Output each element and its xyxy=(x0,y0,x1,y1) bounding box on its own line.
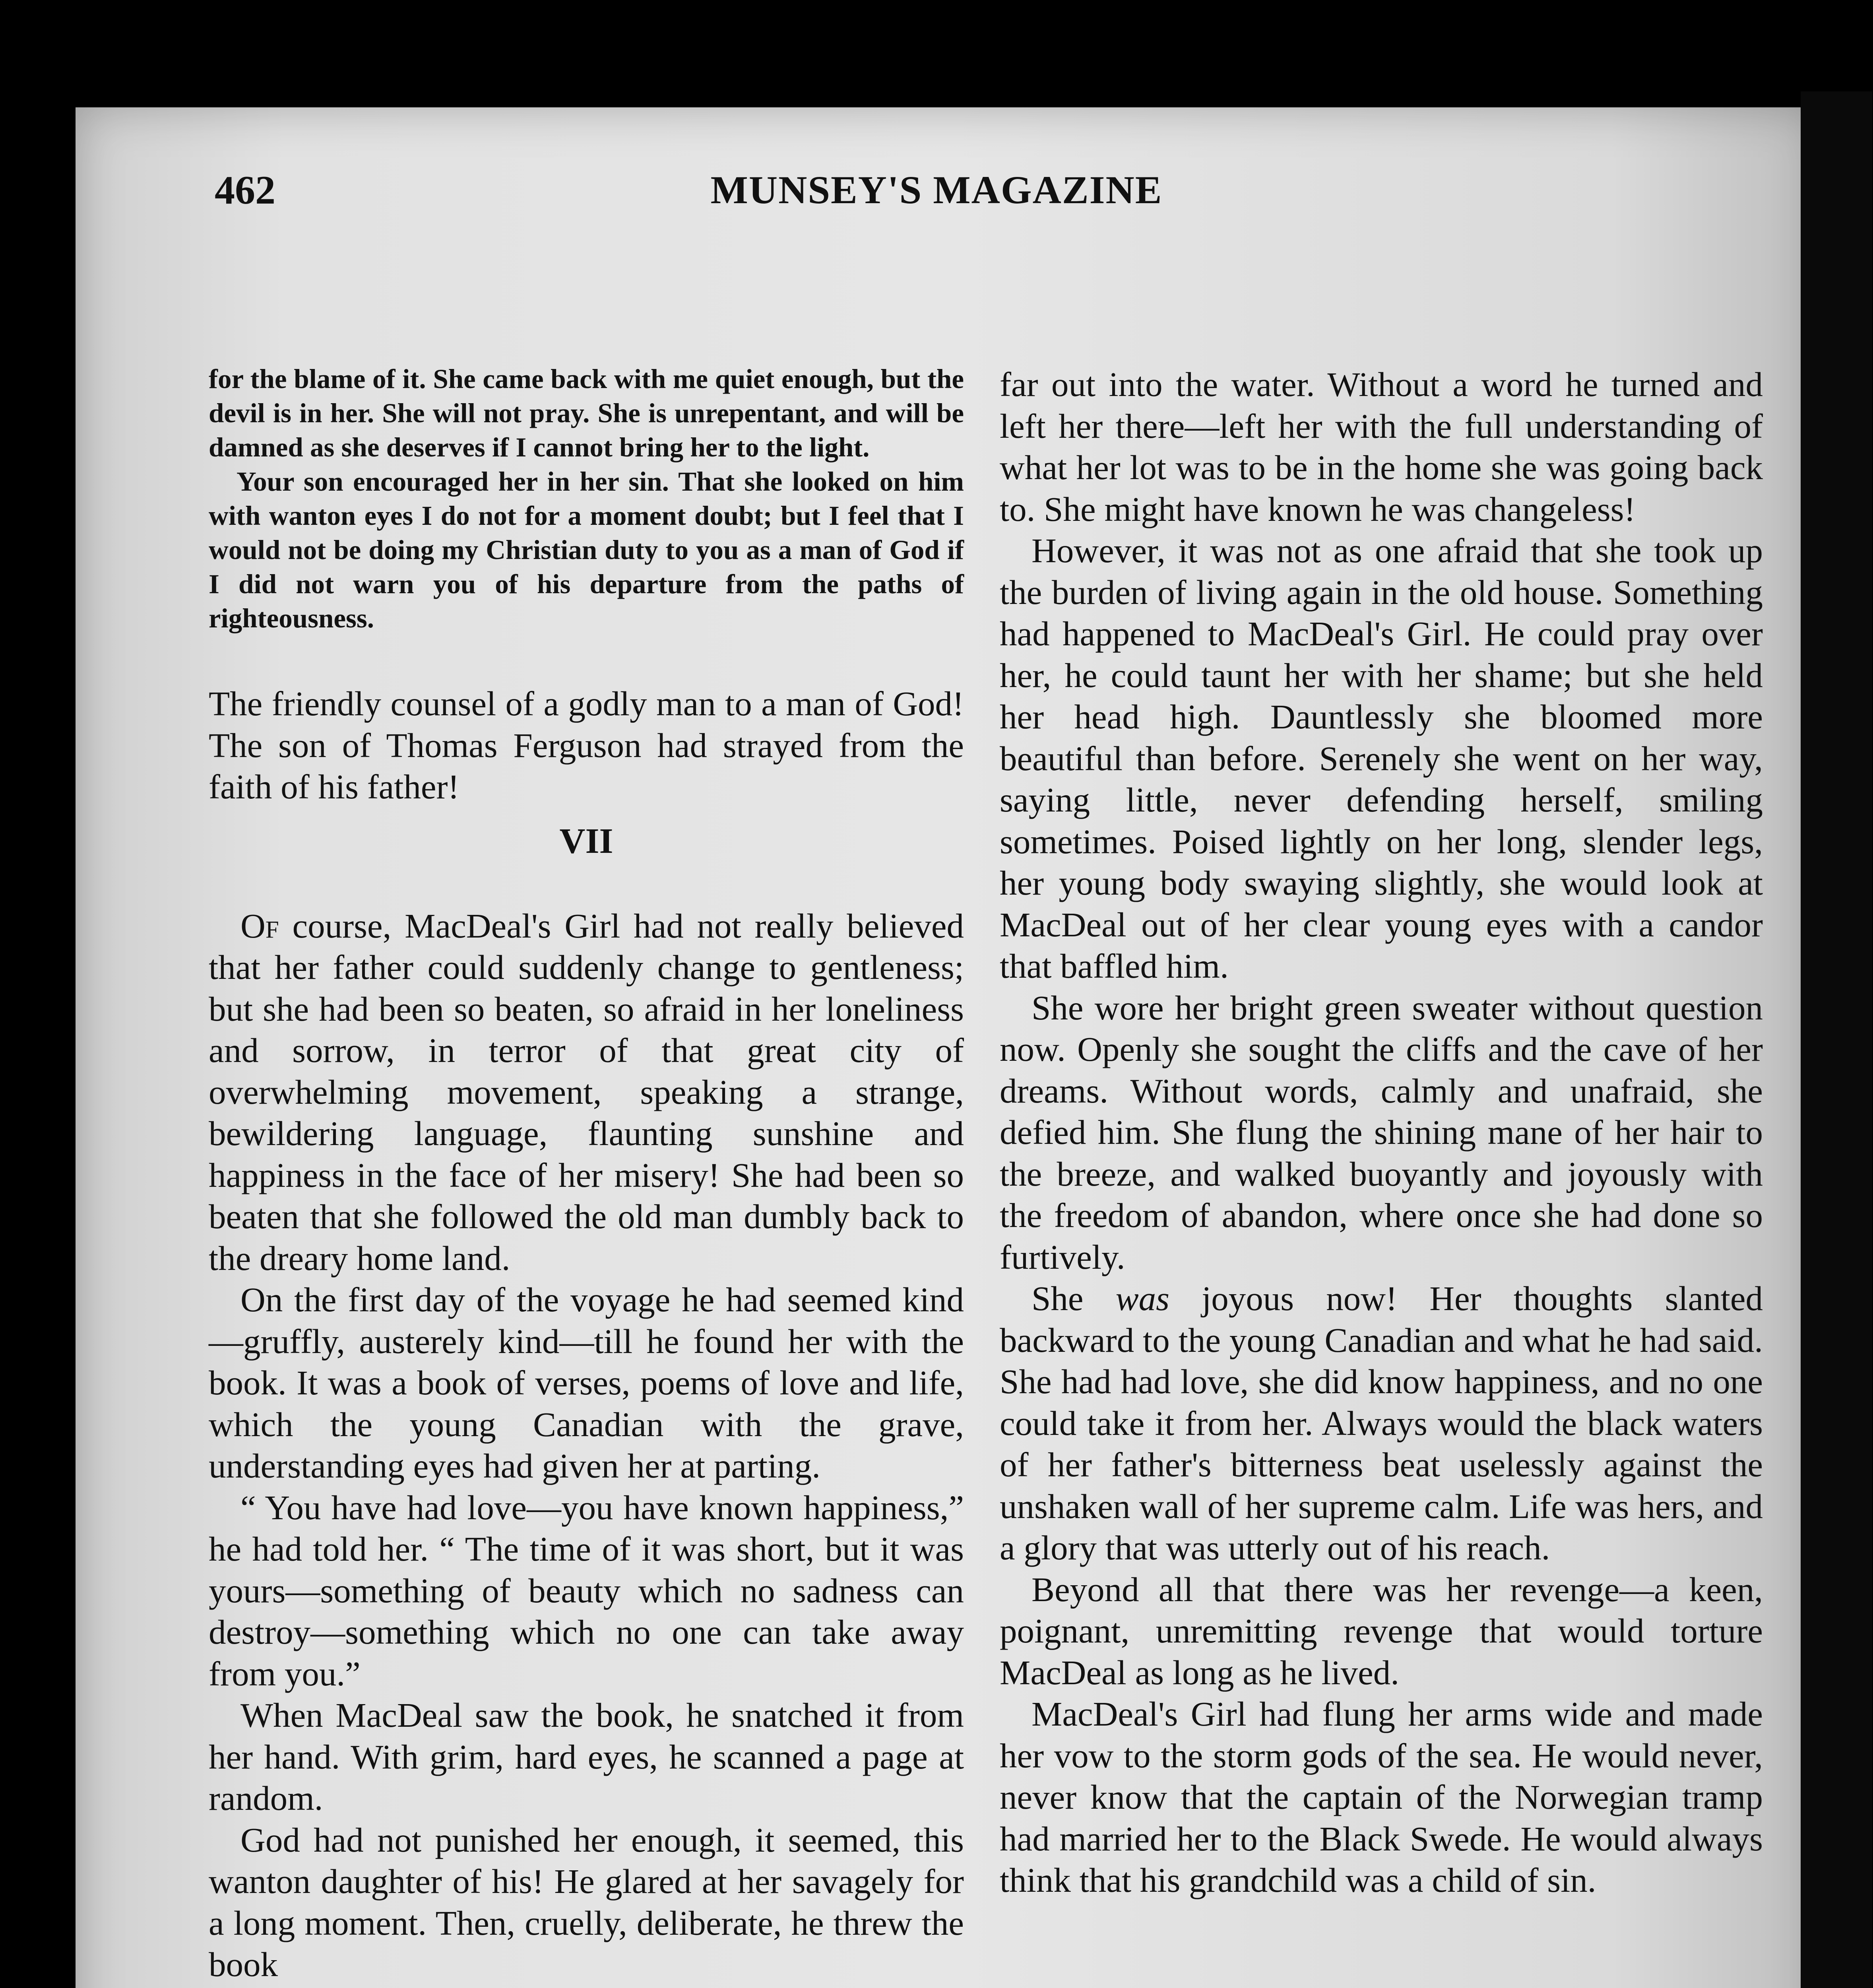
paragraph-text: course, MacDeal's Girl had not really believed that her father could suddenly change to gentleness; but she had been so beaten, so afraid in her loneliness and sorrow, in terror of that great city of overwhelming movement, speaking a strange, bewildering language, flaunting sunshine and happiness in the face of her misery! She had been so beaten that she followed the old man dumbly back to the dreary home land. xyxy=(209,906,964,1277)
paragraph-text: She xyxy=(1032,1279,1116,1318)
right-column xyxy=(1000,364,1763,1901)
page-number: 462 xyxy=(215,168,275,213)
drop-lead: Of xyxy=(240,906,279,945)
running-header xyxy=(143,167,1730,223)
magazine-title: MUNSEY'S MAGAZINE xyxy=(710,168,1163,212)
body-paragraph: God had not punished her enough, it seemed, this wanton daughter of his! He glared at her savagely for a long moment. Then, cruelly, deliberate, he threw the book xyxy=(209,1820,964,1984)
letter-excerpt xyxy=(209,362,964,635)
letter-paragraph: Your son encouraged her in her sin. That she looked on him with wanton eyes I do not for a moment doubt; but I feel that I would not be doing my Christian duty to you as a man of God if I did not warn you of his departure from the paths of righteousness. xyxy=(209,466,964,633)
body-paragraph: “ You have had love—you have known happiness,” he had told her. “ The time of it was short, but it was yours—something of beauty which no sadness can destroy—something which no one can take away from you.” xyxy=(209,1488,964,1693)
letter-paragraph: for the blame of it. She came back with me quiet enough, but the devil is in her. She will not pray. She is unrepentant, and will be damned as she deserves if I cannot bring her to the light. xyxy=(209,364,964,462)
left-column xyxy=(209,362,964,1986)
section-heading: VII xyxy=(559,821,613,861)
body-paragraph: When MacDeal saw the book, he snatched it from her hand. With grim, hard eyes, he scanned a page at random. xyxy=(209,1696,964,1817)
body-paragraph: On the first day of the voyage he had seemed kind—gruffly, austerely kind—till he found her with the book. It was a book of verses, poems of love and life, which the young Canadian with the grave, understanding eyes had given her at parting. xyxy=(209,1280,964,1485)
body-paragraph: Beyond all that there was her revenge—a keen, poignant, unremitting revenge that would torture MacDeal as long as he lived. xyxy=(1000,1570,1763,1692)
body-paragraph: MacDeal's Girl had flung her arms wide and made her vow to the storm gods of the sea. He would never, never know that the captain of the Norwegian tramp had married her to the Black Swede. He would always think that his grandchild was a child of sin. xyxy=(1000,1695,1763,1899)
page-gutter xyxy=(1801,91,1872,1988)
emphasis-text: was xyxy=(1115,1279,1170,1318)
left-body xyxy=(209,683,964,1986)
narrative-intro: The friendly counsel of a godly man to a man of God! The son of Thomas Ferguson had strayed from the faith of his father! xyxy=(209,684,964,806)
body-paragraph: far out into the water. Without a word he turned and left her there—left her with the full understanding of what her lot was to be in the home she was going back to. She might have known he was changeless! xyxy=(1000,365,1763,528)
body-paragraph xyxy=(1000,1278,1763,1569)
body-paragraph: She wore her bright green sweater without question now. Openly she sought the cliffs and the cave of her dreams. Without words, calmly and unafraid, she defied him. She flung the shining mane of her hair to the breeze, and walked buoyantly and joyously with the freedom of abandon, where once she had done so furtively. xyxy=(1000,988,1763,1276)
body-paragraph xyxy=(209,905,964,1279)
paragraph-text: joyous now! Her thoughts slanted backward to the young Canadian and what he had said. She had had love, she did know happiness, and no one could take it from her. Always would the black waters of her father's bitterness beat uselessly against the unshaken wall of her supreme calm. Life was hers, and a glory that was utterly out of his reach. xyxy=(1000,1279,1763,1567)
body-paragraph: However, it was not as one afraid that she took up the burden of living again in the old house. Something had happened to MacDeal's Girl. He could pray over her, he could taunt her with her shame; but she held her head high. Dauntlessly she bloomed more beautiful than before. Serenely she went on her way, saying little, never defending herself, smiling sometimes. Poised lightly on her long, slender legs, her young body swaying slightly, she would look at MacDeal out of her clear young eyes with a candor that baffled him. xyxy=(1000,531,1763,985)
